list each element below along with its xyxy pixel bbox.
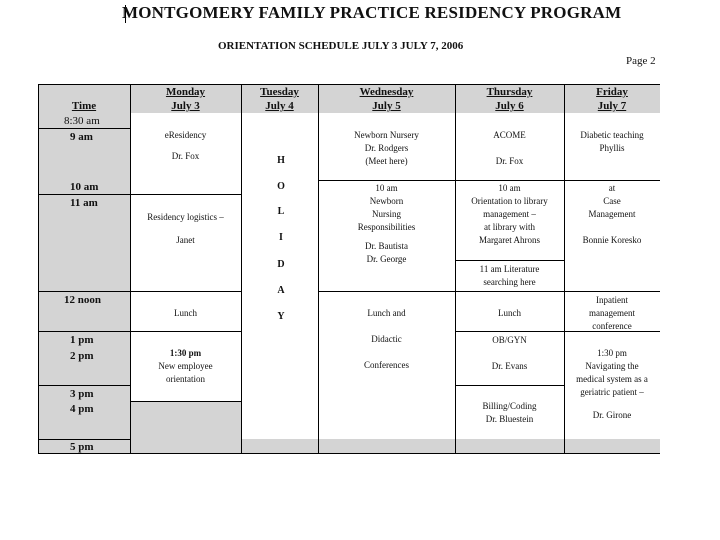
time-label: 9 am — [70, 131, 93, 143]
time-label: 10 am — [70, 181, 99, 193]
holiday-letter: L — [277, 206, 285, 217]
thursday-literature: 11 am Literature searching here — [479, 264, 540, 287]
holiday-letter: D — [277, 259, 285, 270]
thursday-library: 10 am Orientation to library management – at library with Margaret Ahrons — [471, 183, 548, 245]
wednesday-rule — [318, 180, 455, 181]
friday-geriatric: 1:30 pm Navigating the medical system as a geriatric patient – Dr. Girone — [576, 348, 648, 420]
thursday-header: Thursday July 6 — [486, 86, 533, 112]
time-label: 1 pm — [70, 334, 94, 346]
wednesday-rule — [318, 291, 455, 292]
time-column-shade — [38, 113, 130, 453]
monday-rule — [130, 291, 241, 292]
holiday-letter: Y — [277, 311, 285, 322]
time-rule — [38, 385, 130, 386]
time-label: 2 pm — [70, 350, 94, 362]
thursday-acome: ACOME Dr. Fox — [493, 130, 526, 166]
time-label: 11 am — [70, 197, 98, 209]
monday-logistics: Residency logistics – Janet — [147, 212, 224, 245]
wednesday-conferences: Lunch and Didactic Conferences — [364, 308, 409, 370]
friday-header: Friday July 7 — [596, 86, 628, 112]
thursday-rule — [455, 331, 564, 332]
wednesday-newborn: 10 am Newborn Nursing Responsibilities Dr. Bautista Dr. George — [357, 183, 416, 264]
time-column-header: Time — [71, 100, 97, 112]
holiday-letter: H — [277, 155, 285, 166]
friday-case-management: at Case Management Bonnie Koresko — [582, 183, 642, 245]
table-bottom-border — [38, 453, 660, 454]
friday-rule — [564, 291, 660, 292]
thursday-rule — [455, 260, 564, 261]
friday-inpatient: Inpatient management conference — [589, 295, 635, 331]
monday-rule — [130, 401, 241, 402]
thursday-lunch: Lunch — [498, 308, 521, 318]
time-label: 3 pm — [70, 388, 94, 400]
time-label: 8:30 am — [64, 115, 100, 127]
bottom-row-shade — [241, 439, 660, 453]
time-label: 12 noon — [64, 294, 101, 306]
table-left-border — [38, 84, 39, 454]
page-number: Page 2 — [626, 55, 656, 67]
monday-header: Monday July 3 — [165, 86, 206, 112]
thursday-obgyn: OB/GYN Dr. Evans — [491, 335, 528, 371]
divider-monday-tuesday — [241, 84, 242, 454]
holiday-letter: I — [279, 232, 283, 243]
time-rule — [38, 128, 130, 129]
schedule-subtitle: ORIENTATION SCHEDULE JULY 3 JULY 7, 2006 — [218, 40, 464, 52]
monday-rule — [130, 194, 241, 195]
time-rule — [38, 439, 130, 440]
time-label: 5 pm — [70, 441, 94, 453]
friday-rule — [564, 180, 660, 181]
thursday-rule — [455, 385, 564, 386]
friday-diabetic: Diabetic teaching Phyllis — [580, 130, 644, 153]
monday-lunch: Lunch — [174, 308, 197, 318]
time-label: 4 pm — [70, 403, 94, 415]
monday-eresidency: eResidency Dr. Fox — [164, 130, 207, 161]
thursday-rule — [455, 180, 564, 181]
thursday-rule — [455, 291, 564, 292]
wednesday-nursery: Newborn Nursery Dr. Rodgers (Meet here) — [354, 130, 419, 166]
holiday-letter: O — [277, 181, 285, 192]
time-rule — [38, 331, 130, 332]
tuesday-header: Tuesday July 4 — [260, 86, 299, 112]
wednesday-header: Wednesday July 5 — [359, 86, 414, 112]
monday-rule — [130, 331, 241, 332]
holiday-letter: A — [277, 285, 285, 296]
monday-late-shade — [130, 401, 241, 453]
thursday-billing: Billing/Coding Dr. Bluestein — [482, 401, 537, 424]
document-title: MONTGOMERY FAMILY PRACTICE RESIDENCY PROGRAM — [122, 3, 622, 22]
time-rule — [38, 291, 130, 292]
time-rule — [38, 194, 130, 195]
monday-orientation: 1:30 pm New employee orientation — [158, 348, 213, 384]
